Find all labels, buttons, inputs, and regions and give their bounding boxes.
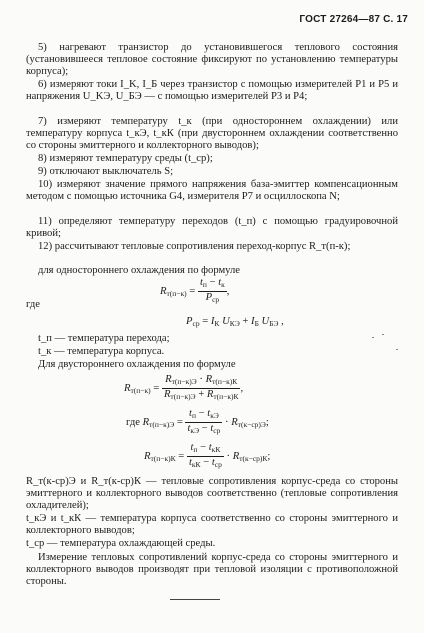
two-side-intro: Для двустороннего охлаждения по формуле [38,359,236,370]
formula-pcp: $P_{ср} = I_К$ $U_{КЭ} + I_Б$ $U_{БЭ}$ , [186,316,284,328]
def-tp: t_п — температура перехода; [38,333,170,344]
scan-speck [382,334,384,335]
scan-speck [396,349,398,350]
page-header: ГОСТ 27264—87 С. 17 [299,14,408,25]
item-5-text: 5) нагревают транзистор до установившегося теплового состояния (установившееся тепловое состояние фиксируют по установлению температуры корпуса); [26,42,398,78]
formula-rt-collector: $R_{т(п-к)К}$ = $\frac{t_п - t_{кК}}{t_{кК} - t_{ср}}$ · $R_{т(к-ср)К}$; [144,442,271,469]
list-item [26,79,398,103]
formula-rt-one-side: $R_{т(п-к)}$ = $\frac{t_п - t_к}{P_{ср}}$ , [160,277,230,304]
list-item [26,166,398,178]
item-7-text: 7) измеряют температуру t_к (при одностороннем охлаждении) или температуру корпуса t_кЭ, t_кК (при двустороннем охлаждении соответственно со стороны эмиттерного и коллекторного выводов); [26,116,398,152]
list-item [26,116,398,153]
scan-speck [372,337,374,338]
def-r: R_т(к-ср)Э и R_т(к-ср)К — тепловые сопротивления корпус-среда со стороны эмиттерного и коллекторного выводов соответственно (тепловые сопротивления охладителей); [26,476,398,512]
def-tk: t_к — температура корпуса. [38,346,165,357]
def-tcp: t_ср — температура охлаждающей среды. [26,538,216,549]
list-item [26,179,398,203]
item-9-text: 9) отключают выключатель S; [38,166,174,177]
where-label-2: где [126,416,140,428]
list-item [26,241,398,253]
where-label: где [26,299,40,310]
list-item [26,153,398,165]
final-paragraph: Измерение тепловых сопротивлений корпус-среда со стороны эмиттерного и коллекторного выводов производят при тепловой изоляции с противоположной стороны. [26,552,398,588]
item-8-text: 8) измеряют температуру среды (t_ср); [38,153,213,164]
end-rule [170,599,220,600]
list-item [26,216,398,240]
formula-rt-two-side: $R_{т(п-к)}$ = $\frac{R_{т(п-к)Э} \cdot R_{т(п-к)К}}{R_{т(п-к)Э} + R_{т(п-к)К}}$ , [124,374,244,401]
formula-rt-emitter: где $R_{т(п-к)Э}$ = $\frac{t_п - t_{кЭ}}{t_{кЭ} - t_{ср}}$ · $R_{т(к-ср)Э}$; [126,408,269,435]
item-11-text: 11) определяют температуру переходов (t_п) с помощью градуировочной кривой; [26,216,398,240]
item-10-text: 10) измеряют значение прямого напряжения база-эмиттер компенсационным методом с помощью источника G4, измерителя P7 и осциллоскопа N; [26,179,398,203]
list-item [26,42,398,79]
item-6-text: 6) измеряют токи I_K, I_Б через транзистор с помощью измерителей P1 и P5 и напряжения U_KЭ, U_БЭ — с помощью измерителей P3 и P4; [26,79,398,103]
def-tke: t_кЭ и t_кК — температура корпуса соответственно со стороны эмиттерного и коллекторного выводов; [26,513,398,537]
one-side-intro: для одностороннего охлаждения по формуле [38,265,240,276]
item-12-text: 12) рассчитывают тепловые сопротивления переход-корпус R_т(п-к); [38,241,351,252]
